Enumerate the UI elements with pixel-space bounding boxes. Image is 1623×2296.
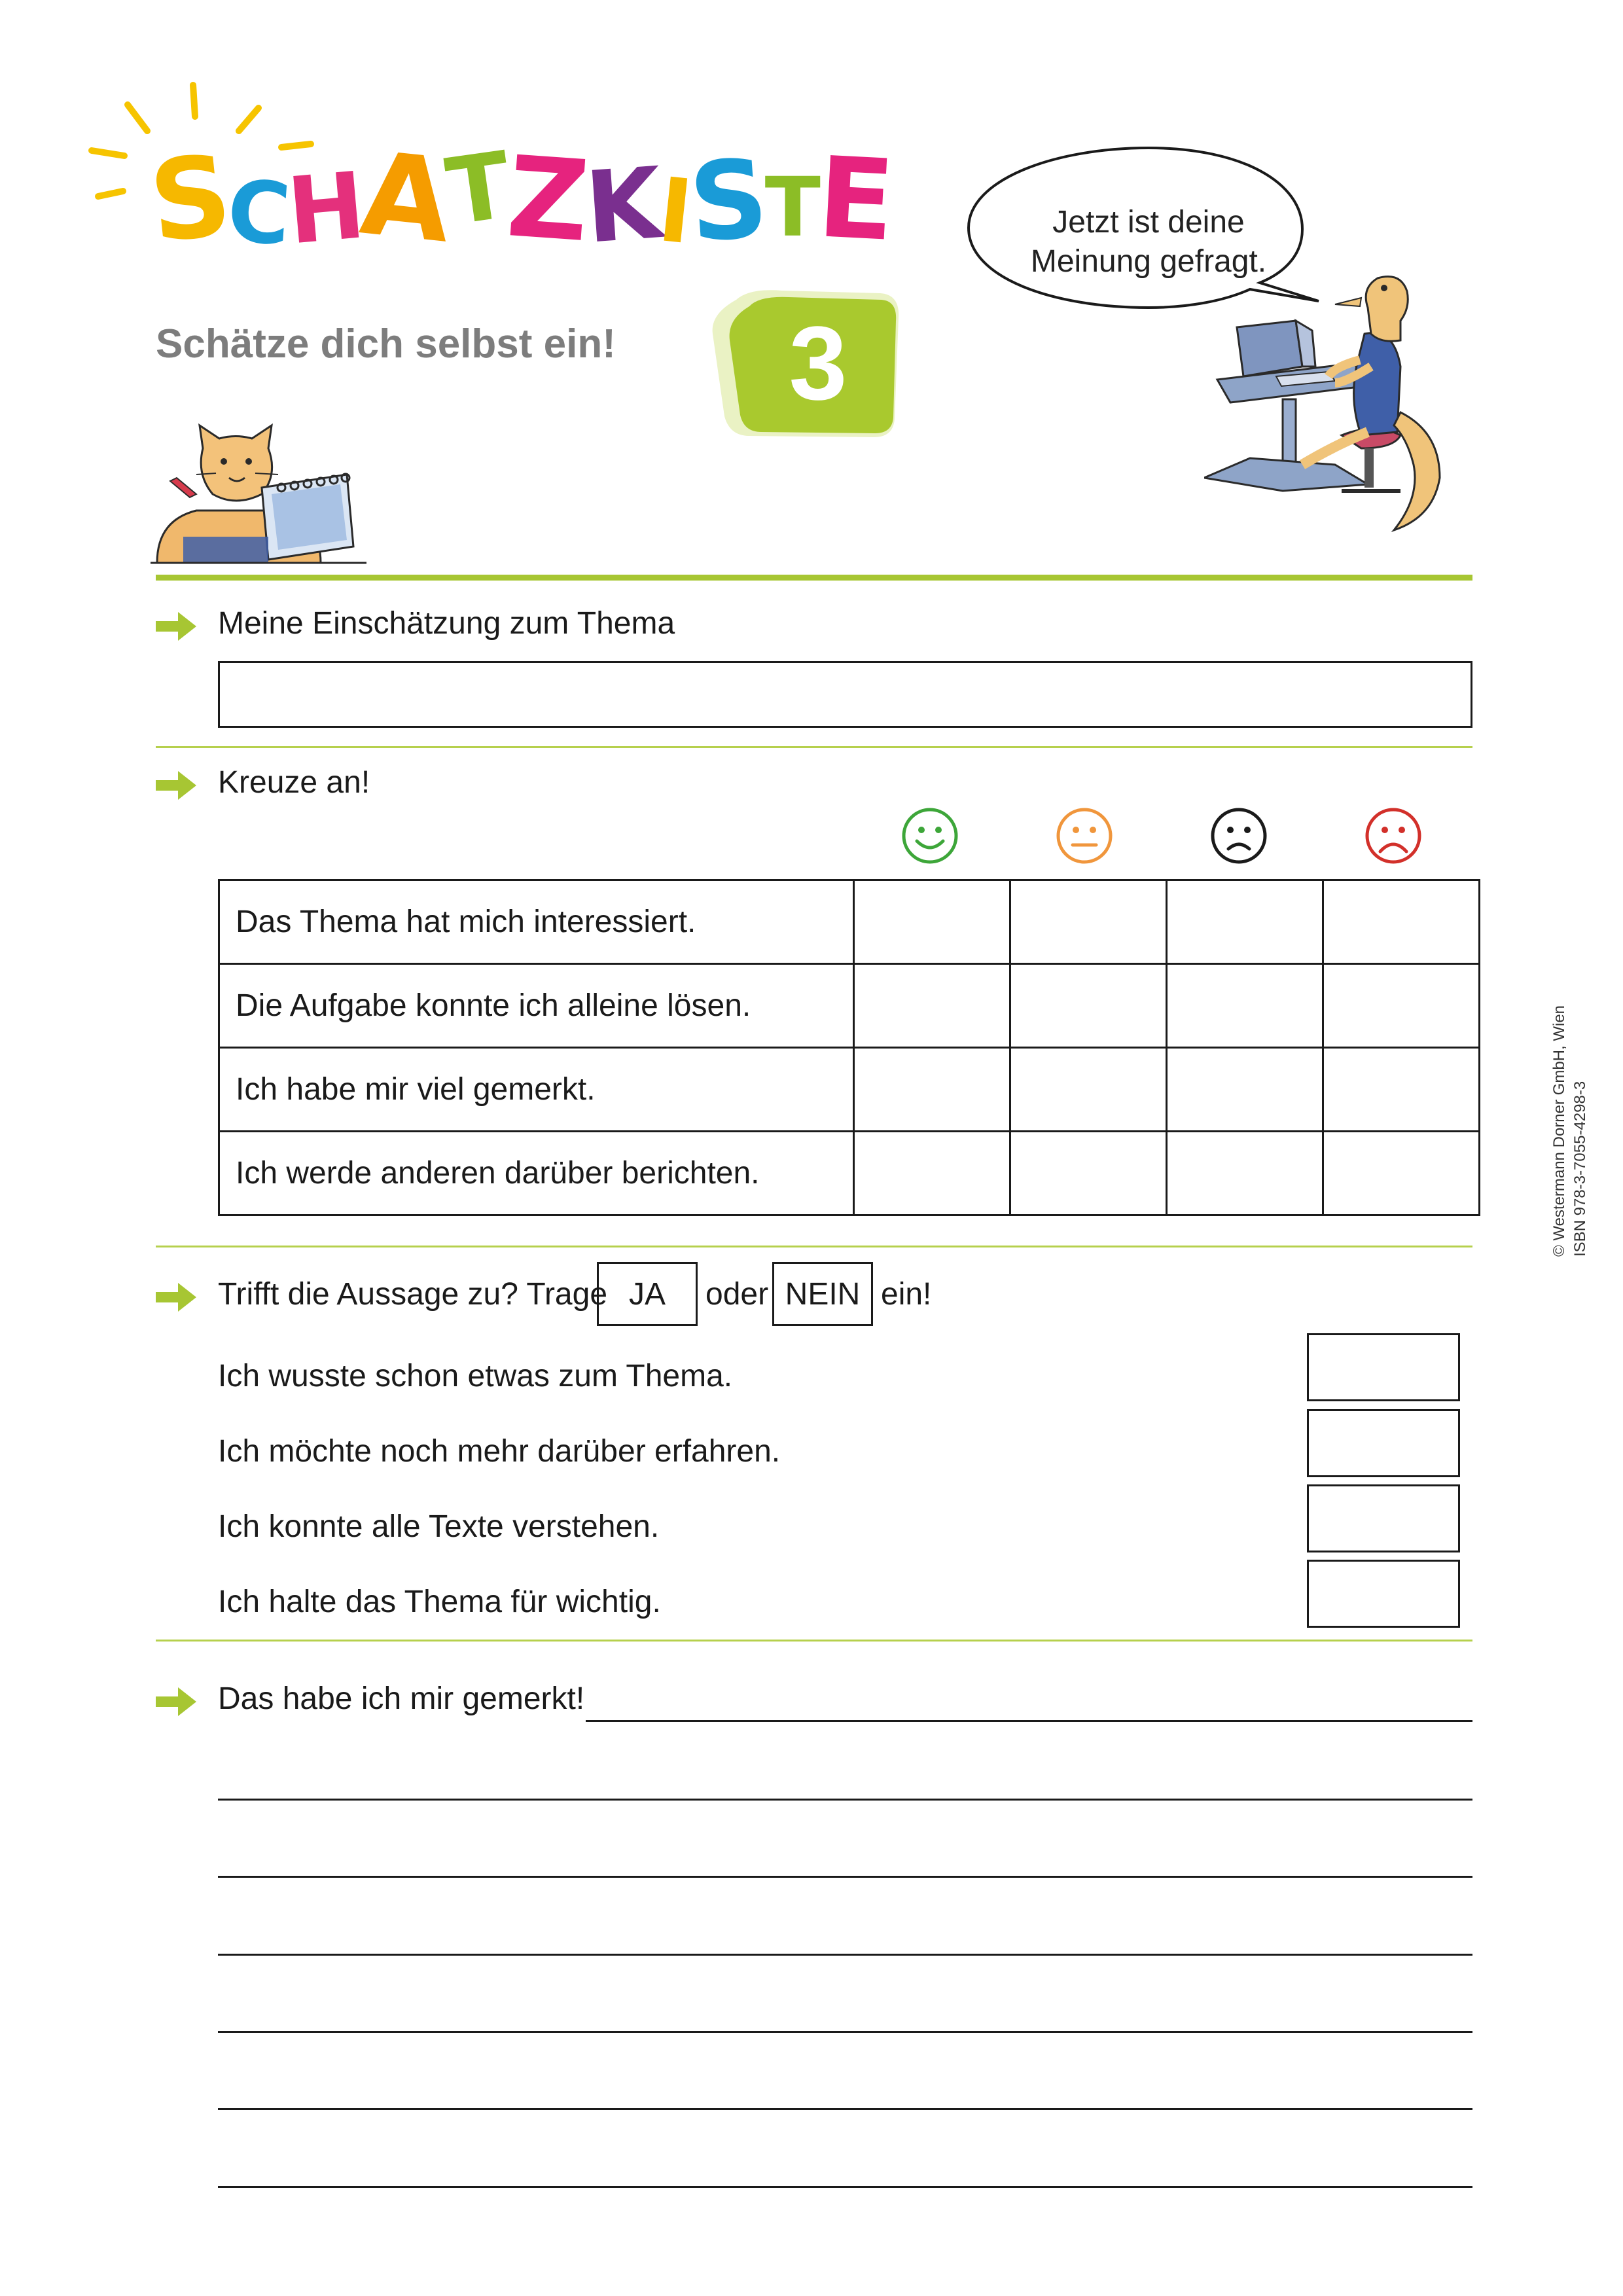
rating-statement: Ich werde anderen darüber berichten. <box>219 1132 854 1215</box>
logo-wordmark <box>143 127 895 269</box>
rating-checkbox-sad[interactable] <box>1167 880 1323 964</box>
rating-checkbox-very-sad[interactable] <box>1323 1048 1480 1132</box>
yes-no-answer-field[interactable] <box>1307 1333 1460 1401</box>
ja-example-box: JA <box>597 1262 698 1326</box>
section-divider <box>156 1640 1472 1641</box>
logo-letter: K <box>582 147 664 266</box>
rating-checkbox-sad[interactable] <box>1167 1132 1323 1215</box>
yes-no-answer-field[interactable] <box>1307 1560 1460 1628</box>
section-label: Trifft die Aussage zu? Trage <box>218 1277 608 1312</box>
section-divider <box>156 1246 1472 1247</box>
copyright-line: © Westermann Dorner GmbH, Wien <box>1550 1005 1568 1257</box>
writing-line[interactable] <box>218 2031 1472 2033</box>
rating-checkbox-neutral[interactable] <box>1010 1048 1167 1132</box>
rating-statement: Ich habe mir viel gemerkt. <box>219 1048 854 1132</box>
table-row <box>219 1048 1480 1132</box>
writing-line[interactable] <box>218 1876 1472 1878</box>
logo-letter: H <box>283 152 366 266</box>
nein-example-box: NEIN <box>772 1262 873 1326</box>
yes-no-statement: Ich möchte noch mehr darüber erfahren. <box>218 1434 781 1469</box>
rating-checkbox-very-sad[interactable] <box>1323 1132 1480 1215</box>
logo-letter: E <box>814 133 895 266</box>
badge-number: 3 <box>789 304 847 422</box>
rating-statement: Das Thema hat mich interessiert. <box>219 880 854 964</box>
speech-bubble-line: Jetzt ist deine <box>1052 205 1245 240</box>
yes-no-statement: Ich konnte alle Texte verstehen. <box>218 1509 660 1544</box>
cat-with-notepad-icon <box>151 422 366 579</box>
logo-letter: S <box>143 131 235 268</box>
section-label: Meine Einschätzung zum Thema <box>218 606 675 641</box>
topic-assessment-field[interactable] <box>218 661 1472 728</box>
table-row <box>219 880 1480 964</box>
mouse-at-computer-icon <box>1204 268 1486 543</box>
table-row <box>219 964 1480 1048</box>
sad-face-icon <box>1210 807 1268 865</box>
logo-letter: A <box>355 127 455 269</box>
rating-checkbox-very-sad[interactable] <box>1323 880 1480 964</box>
very-sad-face-icon <box>1364 807 1422 865</box>
rating-checkbox-happy[interactable] <box>854 880 1010 964</box>
isbn-line: ISBN 978-3-7055-4298-3 <box>1571 1081 1589 1257</box>
logo-letter: S <box>685 135 770 266</box>
writing-line[interactable] <box>218 2108 1472 2110</box>
yes-no-statement: Ich halte das Thema für wichtig. <box>218 1585 661 1619</box>
happy-face-icon <box>901 807 959 865</box>
copyright-note <box>1549 1005 1591 1257</box>
writing-line[interactable] <box>218 1799 1472 1801</box>
arrow-right-icon <box>156 1687 196 1716</box>
section-label: Kreuze an! <box>218 765 370 800</box>
rating-checkbox-sad[interactable] <box>1167 1048 1323 1132</box>
rating-checkbox-happy[interactable] <box>854 964 1010 1048</box>
or-label: oder <box>705 1277 769 1312</box>
logo-letter: T <box>764 160 818 255</box>
yes-no-statement: Ich wusste schon etwas zum Thema. <box>218 1359 733 1393</box>
rating-checkbox-very-sad[interactable] <box>1323 964 1480 1048</box>
yes-no-answer-field[interactable] <box>1307 1409 1460 1477</box>
section-label: Das habe ich mir gemerkt! <box>218 1681 585 1716</box>
speech-bubble-line: Meinung gefragt. <box>1030 244 1267 279</box>
rating-checkbox-happy[interactable] <box>854 1048 1010 1132</box>
arrow-right-icon <box>156 771 196 800</box>
section-divider <box>156 746 1472 748</box>
rating-checkbox-happy[interactable] <box>854 1132 1010 1215</box>
writing-line[interactable] <box>586 1720 1472 1722</box>
table-row <box>219 1132 1480 1215</box>
header-divider <box>156 575 1472 581</box>
arrow-right-icon <box>156 1283 196 1312</box>
writing-line[interactable] <box>218 2186 1472 2188</box>
rating-checkbox-sad[interactable] <box>1167 964 1323 1048</box>
level-badge <box>710 288 900 439</box>
yes-no-answer-field[interactable] <box>1307 1484 1460 1552</box>
self-rating-table <box>218 879 1480 1216</box>
arrow-right-icon <box>156 612 196 641</box>
logo-letter: I <box>654 158 695 264</box>
section-label-end: ein! <box>881 1277 932 1312</box>
rating-checkbox-neutral[interactable] <box>1010 964 1167 1048</box>
rating-statement: Die Aufgabe konnte ich alleine lösen. <box>219 964 854 1048</box>
logo-letter: T <box>440 132 515 247</box>
rating-checkbox-neutral[interactable] <box>1010 1132 1167 1215</box>
neutral-face-icon <box>1056 807 1113 865</box>
writing-line[interactable] <box>218 1954 1472 1956</box>
page-title: Schätze dich selbst ein! <box>156 321 616 367</box>
rating-checkbox-neutral[interactable] <box>1010 880 1167 964</box>
schatzkiste-logo <box>85 79 903 275</box>
logo-letter: Z <box>503 132 590 267</box>
logo-letter: C <box>224 160 292 265</box>
